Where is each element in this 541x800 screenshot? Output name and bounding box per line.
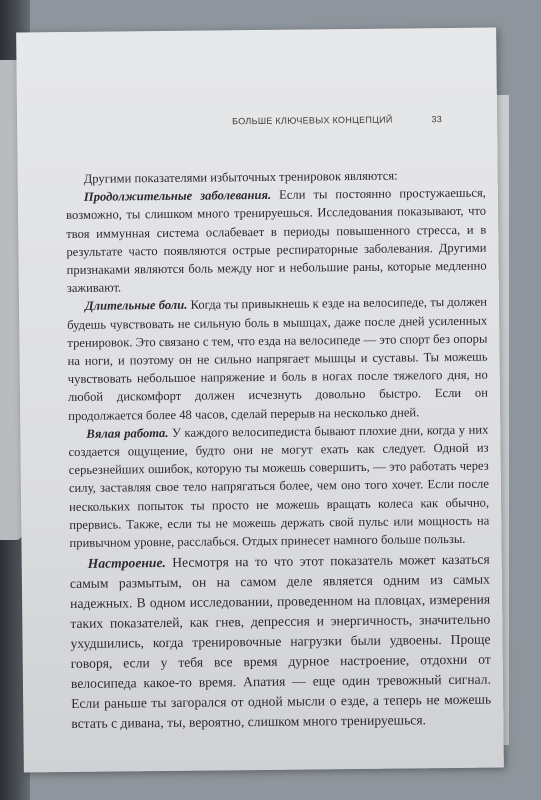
term-pain: Длительные боли. [84,298,188,314]
term-illness: Продолжительные заболевания. [83,188,272,205]
text-illness: Если ты постоянно простужаешься, возможно, ты слишком много тренируешься. Исследования показывают, что твоя иммунная система ослабевает в периоды повышенного стресса, и в результате часто появляются острые респираторные заболевания. Другими признаками являются боль между ног и небольшие раны, которые медленно заживают. [65,185,487,296]
page-body [66,166,492,735]
paragraph-illness [66,184,487,298]
paragraph-mood [70,550,492,734]
running-head [232,114,442,126]
book-page [16,28,504,773]
text-pain: Когда ты привыкнешь к езде на велосипеде, ты должен будешь чувствовать не сильную боль в мышцах, даже после дней усиленных тренировок. Это связано с тем, что езда на велосипеде — это спорт без опоры на ноги, и поэтому он не сильно напрягает мышцы и суставы. Ты можешь чувствовать небольшое напряжение и боль в ногах после тяжелого дня, но любой дискомфорт должен исчезнуть довольно быстро. Если он продолжается более 48 часов, сделай перерыв на несколько дней. [67,295,489,423]
paragraph-pain [67,293,488,425]
paragraph-sluggish [68,420,489,552]
intro-line: Другими показателями избыточных тренировок являются: [83,168,398,186]
text-sluggish: У каждого велосипедиста бывают плохие дни, когда у них создается ощущение, будто они не могут ехать как следует. Одной из серьезнейших ошибок, которую ты можешь совершить, — это работать через силу, заставляя свое тело напрягаться более, чем оно того хочет. Если после нескольких попыток ты просто не можешь вращать колеса как обычно, прервись. Также, если ты не можешь держать свой пульс или мощность на привычном уровне, расслабься. Отдых принесет намного больше пользы. [68,422,490,551]
term-sluggish: Вялая работа. [86,425,169,441]
text-mood: Несмотря на то что этот показатель может казаться самым размытым, он на самом деле является одним из самых надежных. В одном исследовании, проведенном на пловцах, измерения таких показателей, как гнев, депрессия и энергичность, значительно ухудшились, когда тренировочные нагрузки были удвоены. Проще говоря, если у тебя все время дурное настроение, отдохни от велосипеда какое-то время. Апатия — еще один тревожный сигнал. Если раньше ты загорался от одной мысли о езде, а теперь не можешь встать с дивана, ты, вероятно, слишком много тренируешься. [69,551,492,732]
page-number: 33 [431,114,443,125]
term-mood: Настроение. [87,555,166,572]
running-title: БОЛЬШЕ КЛЮЧЕВЫХ КОНЦЕПЦИЙ [232,114,393,127]
